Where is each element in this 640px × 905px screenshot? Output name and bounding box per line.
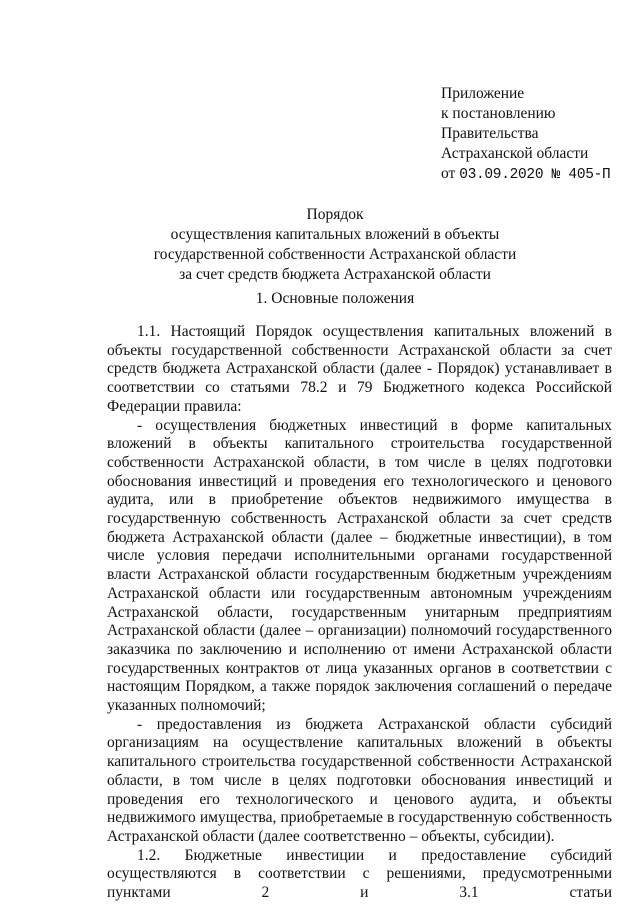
title-line: Порядок	[306, 206, 364, 223]
title-line: за счет средств бюджета Астраханской области	[179, 266, 491, 283]
title-line: осуществления капитальных вложений в объекты	[170, 226, 500, 243]
document-title	[60, 205, 610, 285]
appendix-line: к постановлению	[441, 105, 556, 122]
document-body	[107, 323, 612, 903]
title-line: государственной собственности Астраханской области	[153, 246, 517, 263]
paragraph: - предоставления из бюджета Астраханской области субсидий организациям на осуществление капитальных вложений в объекты капитального строительства государственной собственности Астраханской области, в том числе в целях подготовки обоснования инвестиций и проведения его технологического и ценового аудита, и объекты недвижимого имущества, приобретаемые в государственную собственность Астраханской области (далее соответственно – объекты, субсидии).	[107, 715, 612, 845]
appendix-line: Правительства	[441, 125, 539, 142]
paragraph: 1.2. Бюджетные инвестиции и предоставление субсидий осуществляются в соответствии с решениями, предусмотренными пунктами 2 и 3.1 статьи	[107, 846, 612, 902]
paragraph: 1.1. Настоящий Порядок осуществления капитальных вложений в объекты государственной собственности Астраханской области за счет средств бюджета Астраханской области (далее - Порядок) устанавливает в соответствии со статьями 78.2 и 79 Бюджетного кодекса Российской Федерации правила:	[107, 323, 612, 415]
appendix-block	[441, 84, 631, 185]
appendix-date-stamp: 03.09.2020 № 405-П	[459, 167, 611, 183]
appendix-date-line	[441, 164, 631, 185]
appendix-date-prefix: от	[441, 165, 456, 182]
section-heading: 1. Основные положения	[255, 290, 415, 307]
appendix-line: Приложение	[441, 85, 525, 102]
paragraph: - осуществления бюджетных инвестиций в форме капитальных вложений в объекты капитального строительства государственной собственности Астраханской области, в том числе в целях подготовки обоснования инвестиций и проведения его технологического и ценового аудита, или в приобретение объектов недвижимого имущества в государственную собственность Астраханской области за счет средств бюджета Астраханской области (далее – бюджетные инвестиции), в том числе условия передачи исполнительными органами государственной власти Астраханской области государственным бюджетным учреждениям Астраханской области или государственным автономным учреждениям Астраханской области, государственным унитарным предприятиям Астраханской области (далее – организации) полномочий государственного заказчика по заключению и исполнению от имени Астраханской области государственных контрактов от лица указанных органов в соответствии с настоящим Порядком, а также порядок заключения соглашений о передаче указанных полномочий;	[107, 416, 612, 715]
appendix-line: Астраханской области	[441, 145, 589, 162]
